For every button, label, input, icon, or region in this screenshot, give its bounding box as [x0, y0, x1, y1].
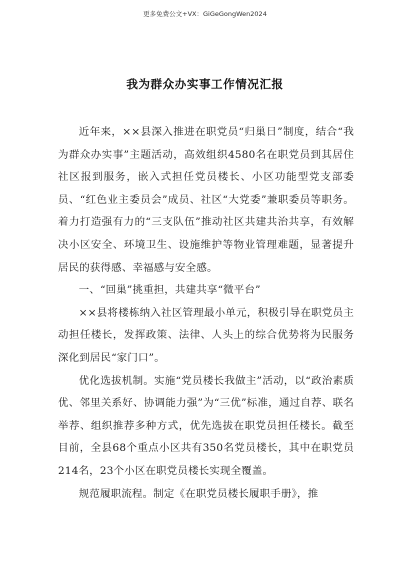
section-heading: 一、“回巢”挑重担，共建共享“微平台”: [78, 284, 261, 297]
paragraph-selection: 优化选拔机制。实施“党员楼长我做主”活动，以“政治素质优、邻里关系好、协调能力强”为“三优”标准，通过自荐、联名举荐、组织推荐多种方式，优先选拔在职党员担任楼长。截至目前，全县68个重点小区共有350名党员楼长，其中在职党员214名，23个小区在职党员楼长实现全覆盖。: [58, 374, 354, 477]
paragraph-intro: 近年来，××县深入推进在职党员“归巢日”制度，结合“我为群众办实事”主题活动，高效组织4580名在职党员到其居住社区报到服务，嵌入式担任党员楼长、小区功能型党支部委员、“红色业主委员会”成员、社区“大党委”兼职委员等职务。着力打造强有力的“三支队伍”推动社区共建共治共享，有效解决小区安全、环境卫生、设施维护等物业管理难题，显著提升居民的获得感、幸福感与安全感。: [58, 126, 354, 274]
header-note: 更多免费公文+VX：GiGeGongWen2024: [143, 10, 267, 18]
paragraph-process: 规范履职流程。制定《在职党员楼长履职手册》，推: [78, 487, 319, 500]
document-body: [58, 121, 354, 505]
paragraph-unit: ××县将楼栋纳入社区管理最小单元，积极引导在职党员主动担任楼长，发挥政策、法律、人头上的综合优势将为民服务深化到居民“家门口”。: [58, 306, 354, 364]
document-title: 我为群众办实事工作情况汇报: [126, 77, 284, 91]
